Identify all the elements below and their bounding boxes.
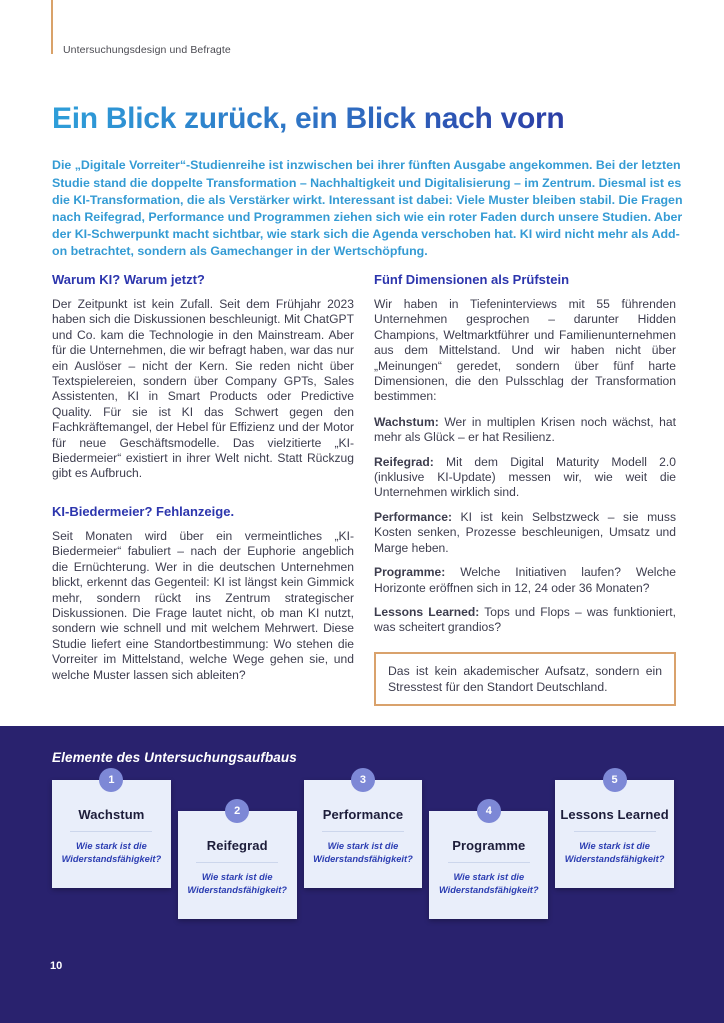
dimension-text: Tops und Flops – was funktioniert, was scheitert grandios?	[374, 604, 676, 635]
dimension-text: Mit dem Digital Maturity Modell 2.0 (inklusive KI-Update) messen wir, wie weit die Unternehmen wirklich sind.	[374, 454, 676, 500]
dimension-lessons-learned	[374, 605, 676, 636]
card-performance	[304, 774, 423, 888]
step-number-badge: 4	[477, 799, 501, 823]
dimension-programme	[374, 565, 676, 596]
step-number-badge: 3	[351, 768, 375, 792]
paragraph-warum-ki: Der Zeitpunkt ist kein Zufall. Seit dem Frühjahr 2023 haben sich die Diskussionen beschleunigt. Mit ChatGPT und Co. kam die Technologie in den Mainstream. Aber für die Unternehmen, die wir befragt haben, war das nur ein Auslöser – nicht der Kern. Sie reden nicht über Textspielereien, sondern über Company GPTs, Sales Assistenten, KI in Smart Products oder Predictive Quality. Für sie ist KI das Schwert gegen den Fachkräftemangel, der Hebel für Effizienz und der Motor für neue Geschäftsmodelle. Das vielzitierte „KI-Biedermeier“ existiert in ihrer Welt nicht. Statt Rückzug gibt es Aufbruch.	[52, 297, 354, 481]
card	[429, 805, 548, 919]
page-title: Ein Blick zurück, ein Blick nach vorn	[52, 102, 692, 136]
heading-fuenf-dimensionen: Fünf Dimensionen als Prüfstein	[374, 272, 570, 287]
card-wachstum	[52, 774, 171, 888]
card-subtitle: Wie stark ist die Widerstandsfähigkeit?	[564, 841, 665, 864]
step-number-badge: 5	[603, 768, 627, 792]
card	[304, 774, 423, 888]
card-title: Wachstum	[78, 807, 145, 822]
right-column	[374, 272, 676, 706]
card-divider	[70, 831, 152, 832]
dimension-text: KI ist kein Selbstzweck – sie muss Kosten senken, Prozesse beschleunigen, Umsatz und Marge heben.	[374, 509, 676, 555]
step-number-badge: 2	[225, 799, 249, 823]
dimension-text: Wer in multiplen Krisen noch wächst, hat mehr als Glück – er hat Resilienz.	[374, 414, 676, 445]
paragraph-ki-biedermeier: Seit Monaten wird über ein vermeintliches „KI-Biedermeier“ fabuliert – nach der Euphorie angeblich die Ernüchterung. Wer in die deutschen Unternehmen blickt, erkennt das Gegenteil: KI ist längst kein Gimmick mehr, sondern rückt ins Zentrum strategischer Diskussionen. Die Frage lautet nicht, ob man KI nutzt, sondern wie schnell und mit welchem Mehrwert. Diese Studie liefert eine Standortbestimmung: Wo stehen die Vorreiter im Mittelstand, welche Wege gehen sie, und welche Muster lassen sich ableiten?	[52, 528, 354, 682]
dimension-label: Lessons Learned:	[374, 604, 480, 619]
two-column-body	[52, 272, 676, 706]
card-subtitle: Wie stark ist die Widerstandsfähigkeit?	[313, 841, 413, 864]
card-title: Performance	[322, 807, 404, 822]
card	[52, 774, 171, 888]
card	[178, 805, 297, 919]
card-title: Programme	[452, 838, 526, 853]
card	[555, 774, 674, 888]
paragraph-fuenf-dimensionen: Wir haben in Tiefeninterviews mit 55 führenden Unternehmen gesprochen – darunter Hidden Champions, Weltmarktführer und Familienunternehmen aus dem Mittelstand. Und wir haben nicht über „Meinungen“ geredet, sondern über fünf harte Dimensionen, die den Pulsschlag der Transformation bestimmen:	[374, 297, 676, 404]
card-subtitle: Wie stark ist die Widerstandsfähigkeit?	[61, 841, 162, 864]
callout-box: Das ist kein akademischer Aufsatz, sondern ein Stresstest für den Standort Deutschland.	[374, 652, 676, 706]
dimension-performance	[374, 510, 676, 556]
heading-ki-biedermeier: KI-Biedermeier? Fehlanzeige.	[52, 503, 235, 519]
card-title: Reifegrad	[206, 838, 268, 853]
section-eyebrow: Untersuchungsdesign und Befragte	[63, 44, 231, 56]
card-divider	[322, 831, 404, 832]
dimension-label: Performance:	[374, 509, 452, 524]
dimension-reifegrad	[374, 455, 676, 501]
card-programme	[429, 805, 548, 919]
page-number: 10	[50, 960, 63, 972]
dimension-wachstum	[374, 415, 676, 446]
dimension-text: Welche Initiativen laufen? Welche Horizonte eröffnen sich in 12, 24 oder 36 Monaten?	[374, 565, 676, 595]
card-divider	[448, 862, 530, 863]
heading-warum-ki: Warum KI? Warum jetzt?	[52, 272, 205, 287]
card-subtitle: Wie stark ist die Widerstandsfähigkeit?	[187, 872, 287, 895]
intro-paragraph: Die „Digitale Vorreiter“-Studienreihe ist inzwischen bei ihrer fünften Ausgabe angekommen. Bei der letzten Studie stand die doppelte Transformation – Nachhaltigkeit und Digitalisierung – im Zentrum. Diesmal ist es die KI-Transformation, die als Verstärker wirkt. Interessant ist dabei: Viele Muster bleiben stabil. Die Fragen nach Reifegrad, Performance und Programmen ziehen sich wie ein roter Faden durch unsere Studien. Aber der KI-Schwerpunkt macht sichtbar, wie stark sich die Agenda verschoben hat. KI wird nicht mehr als Add-on betrachtet, sondern als Gamechanger in der Wertschöpfung.	[52, 158, 683, 259]
dimension-cards-row	[52, 774, 674, 919]
corner-accent-line	[51, 0, 53, 54]
card-subtitle: Wie stark ist die Widerstandsfähigkeit?	[438, 872, 539, 895]
card-lessons-learned	[555, 774, 674, 888]
dimension-label: Programme:	[374, 565, 446, 580]
dimension-label: Wachstum:	[374, 414, 439, 429]
card-divider	[574, 831, 656, 832]
card-reifegrad	[178, 805, 297, 919]
left-column	[52, 272, 354, 706]
footer-heading: Elemente des Untersuchungsaufbaus	[52, 750, 297, 765]
card-title: Lessons Learned	[560, 807, 669, 822]
step-number-badge: 1	[99, 768, 123, 792]
footer-band	[0, 726, 724, 1023]
dimension-label: Reifegrad:	[374, 454, 434, 469]
card-divider	[196, 862, 278, 863]
